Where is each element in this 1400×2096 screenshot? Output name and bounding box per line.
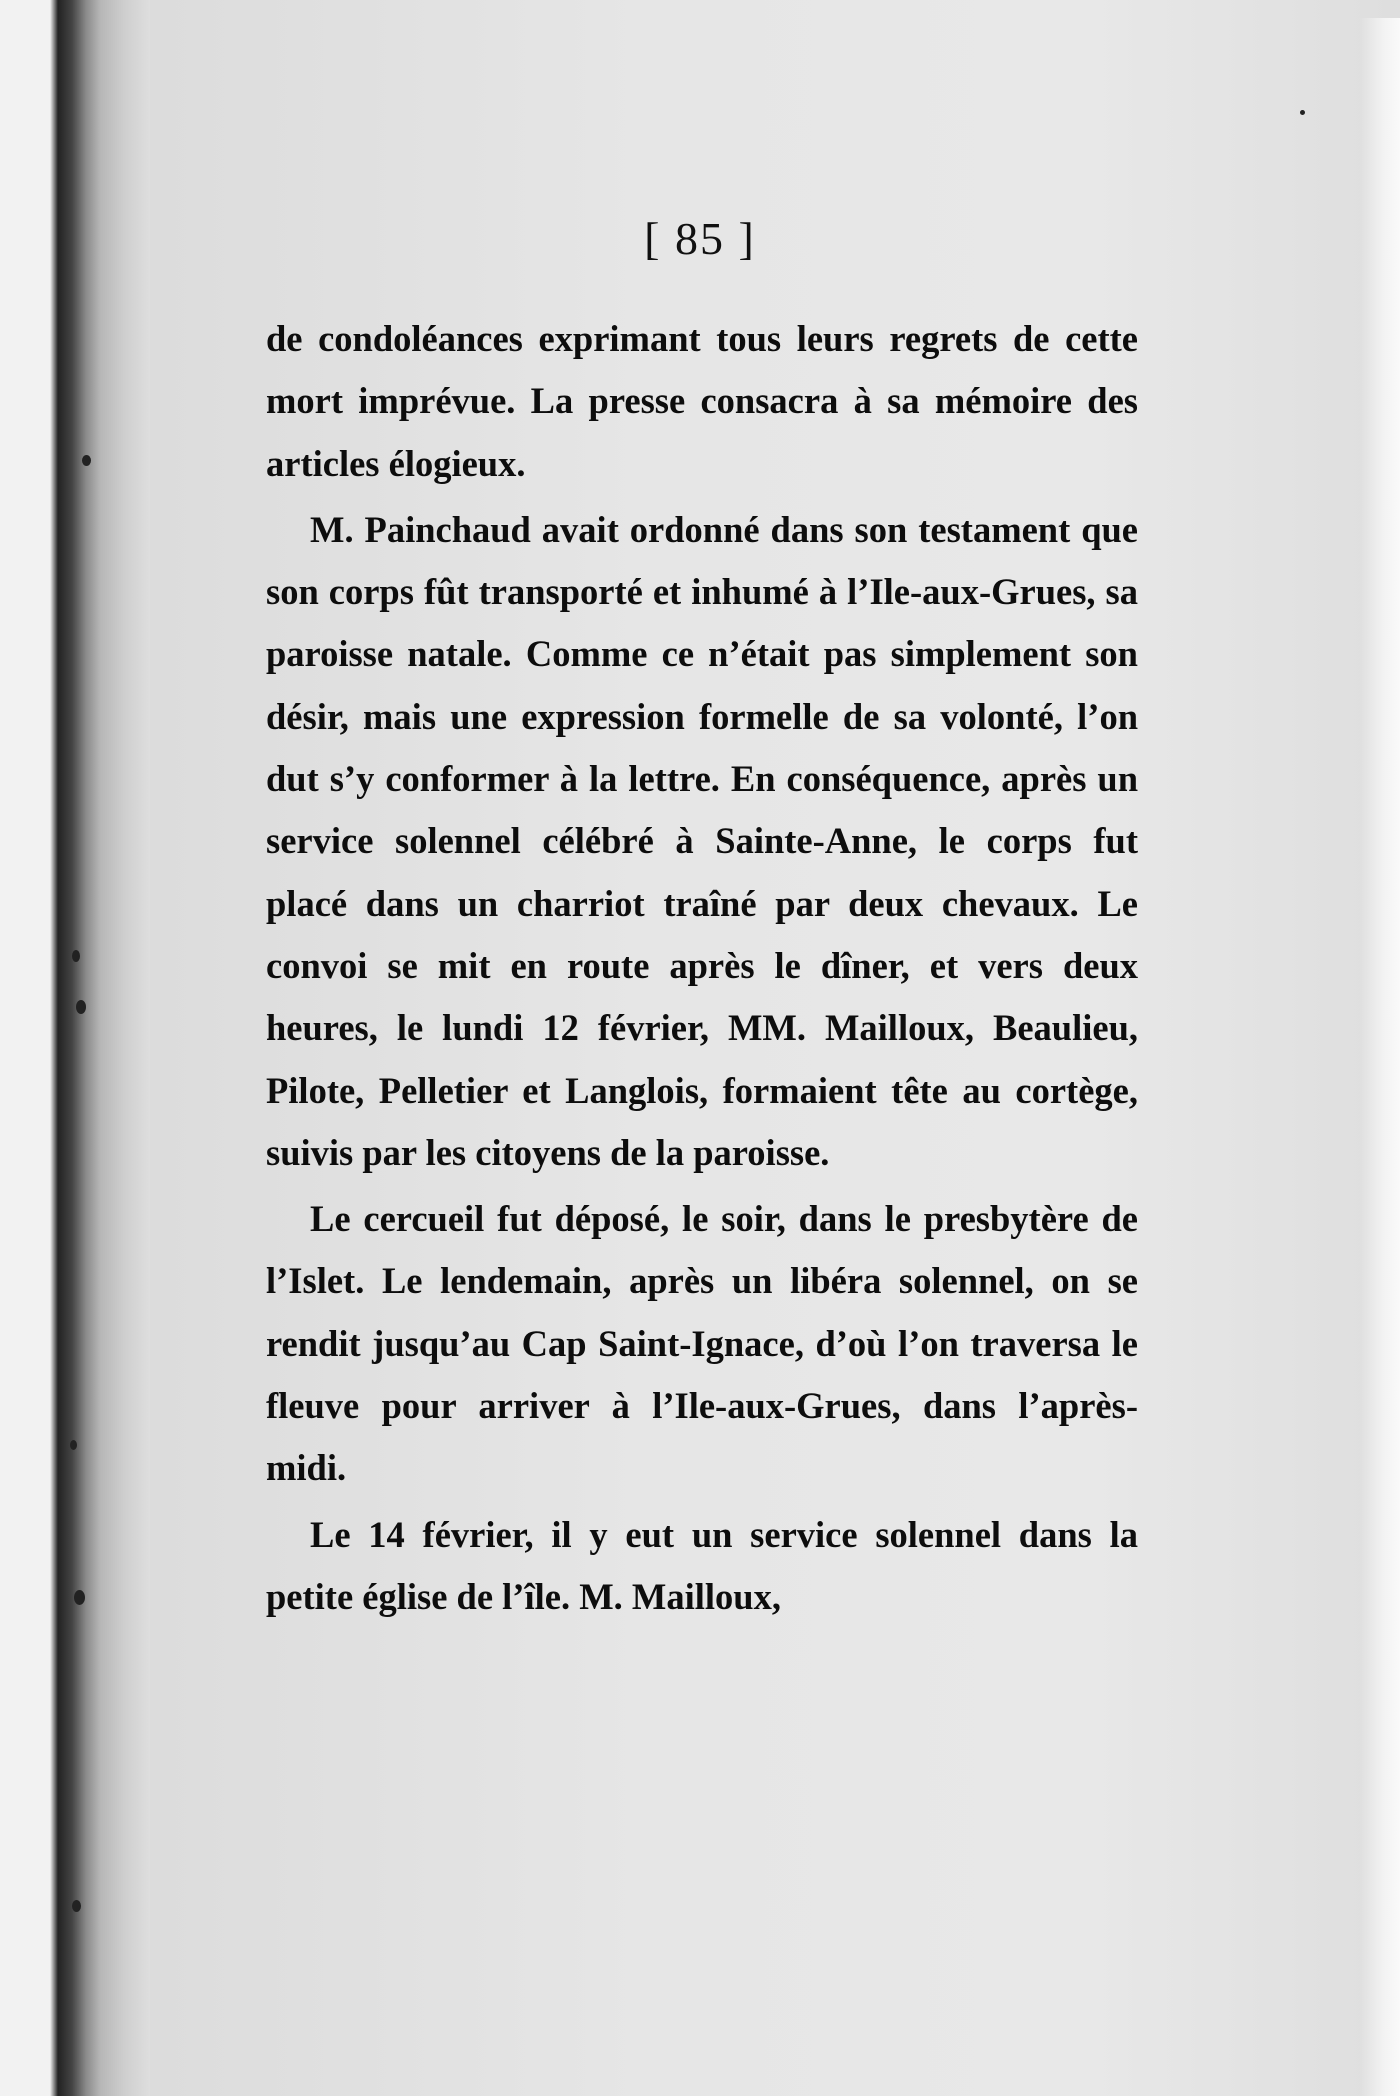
dust-speck: [72, 950, 80, 962]
paragraph: M. Painchaud avait ordonné dans son testament que son corps fût transporté et inhumé à l’Ile-aux-Grues, sa paroisse natale. Comme ce n’était pas simplement son désir, mais une expression formelle de sa volonté, l’on dut s’y conformer à la lettre. En conséquence, après un service solennel célébré à Sainte-Anne, le corps fut placé dans un charriot traîné par deux chevaux. Le convoi se mit en route après le dîner, et vers deux heures, le lundi 12 février, MM. Mailloux, Beaulieu, Pilote, Pelletier et Langlois, formaient tête au cortège, suivis par les citoyens de la paroisse.: [266, 508, 1138, 1173]
dust-speck: [72, 1900, 81, 1912]
binding-shadow: [0, 0, 150, 2096]
paragraph-continuation: de condoléances exprimant tous leurs regrets de cette mort imprévue. La presse consacra à sa mémoire des articles élogieux.: [266, 318, 1138, 484]
paragraph: Le cercueil fut déposé, le soir, dans le presbytère de l’Islet. Le lendemain, après un libéra solennel, on se rendit jusqu’au Cap Saint-Ignace, d’où l’on traversa le fleuve pour arriver à l’Ile-aux-Grues, dans l’après-midi.: [266, 1198, 1138, 1489]
paragraph: Le 14 février, il y eut un service solennel dans la petite église de l’île. M. Mailloux,: [266, 1513, 1138, 1617]
page-number: [ 85 ]: [644, 213, 756, 264]
dust-speck: [74, 1590, 85, 1605]
dust-speck: [76, 1000, 86, 1014]
dust-speck: [82, 455, 91, 466]
right-page-edge: [1360, 18, 1400, 2096]
dust-speck: [1300, 110, 1305, 115]
dust-speck: [70, 1440, 77, 1450]
body-text: [266, 308, 1138, 1628]
